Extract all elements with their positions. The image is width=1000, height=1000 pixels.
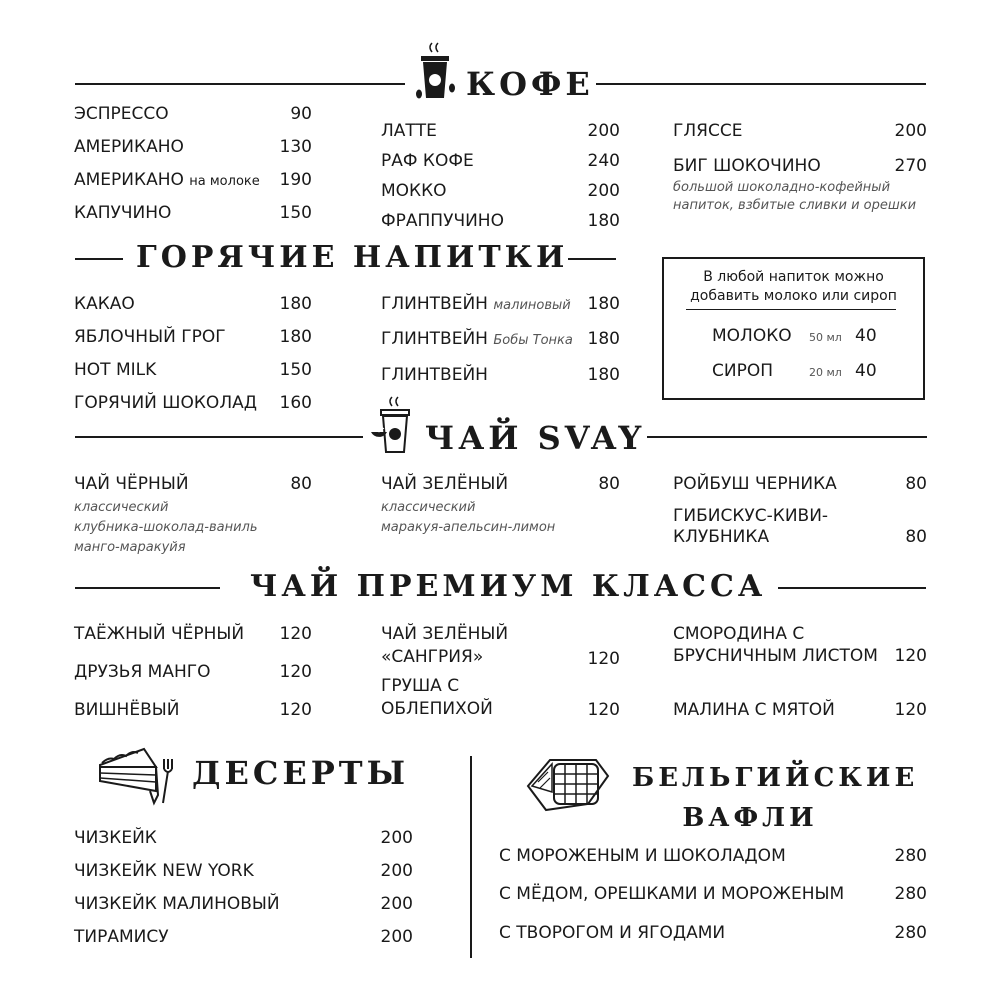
menu-item-name: ГЛИНТВЕЙН малиновый [381, 294, 571, 314]
menu-item-name: ДРУЗЬЯ МАНГО [74, 662, 211, 682]
menu-item-price: 80 [905, 527, 927, 547]
menu-item-name: ФРАППУЧИНО [381, 211, 504, 231]
menu-item-name: ГЛЯССЕ [673, 121, 743, 141]
menu-item-name: С МОРОЖЕНЫМ И ШОКОЛАДОМ [499, 846, 786, 866]
menu-item-price: 180 [279, 294, 312, 314]
menu-item-name: БРУСНИЧНЫМ ЛИСТОМ [673, 646, 878, 666]
menu-item-price: 200 [894, 121, 927, 141]
menu-item-price: 180 [279, 327, 312, 347]
menu-item-price: 200 [380, 828, 413, 848]
menu-item-name: КАПУЧИНО [74, 203, 172, 223]
coffee-title: КОФЕ [466, 65, 594, 103]
menu-item-price: 130 [279, 137, 312, 157]
menu-item-price: 180 [587, 211, 620, 231]
menu-item-name: АМЕРИКАНО [74, 137, 184, 157]
addon-item-price: 40 [855, 326, 877, 346]
menu-item-name: БИГ ШОКОЧИНО [673, 156, 821, 176]
menu-item-description: манго-маракуйя [74, 540, 186, 555]
addon-note [664, 268, 923, 306]
menu-item-name: КЛУБНИКА [673, 527, 770, 547]
menu-item-price: 150 [279, 203, 312, 223]
menu-item-price: 200 [587, 181, 620, 201]
menu-item-price: 120 [279, 662, 312, 682]
tea-cup-icon [368, 396, 414, 456]
coffee-rule-left [75, 83, 405, 85]
menu-item-name: ОБЛЕПИХОЙ [381, 699, 493, 719]
menu-item-price: 120 [279, 700, 312, 720]
menu-item-name: С МЁДОМ, ОРЕШКАМИ И МОРОЖЕНЫМ [499, 884, 845, 904]
menu-item-name: ТАЁЖНЫЙ ЧЁРНЫЙ [74, 624, 245, 644]
menu-item-name: ГРУША С [381, 676, 460, 696]
menu-item-name: МОККО [381, 181, 447, 201]
coffee-cup-icon [414, 42, 458, 102]
hot-rule-left [75, 258, 123, 260]
waffles-title [632, 758, 919, 839]
menu-item-price: 80 [905, 474, 927, 494]
menu-item-note: малиновый [493, 298, 571, 313]
menu-item-name: ЭСПРЕССО [74, 104, 169, 124]
menu-item-name: ГОРЯЧИЙ ШОКОЛАД [74, 393, 258, 413]
addon-note-line: добавить молоко или сироп [690, 287, 897, 304]
tea-title: ЧАЙ SVAY [425, 419, 646, 457]
addon-divider [686, 309, 896, 310]
menu-item-name: ЧАЙ ЗЕЛЁНЫЙ [381, 474, 509, 494]
menu-item-name: МАЛИНА С МЯТОЙ [673, 700, 835, 720]
menu-item-price: 180 [587, 294, 620, 314]
menu-item-description: клубника-шоколад-ваниль [74, 520, 258, 535]
menu-item-name: РОЙБУШ ЧЕРНИКА [673, 474, 837, 494]
menu-item-description: напиток, взбитые сливки и орешки [673, 198, 917, 213]
premium-rule-left [75, 587, 220, 589]
waffles-title-line: ВАФЛИ [682, 803, 818, 834]
menu-item-description: классический [74, 500, 169, 515]
menu-item-description: маракуя-апельсин-лимон [381, 520, 556, 535]
cake-slice-icon [96, 745, 178, 807]
menu-item-name: ЯБЛОЧНЫЙ ГРОГ [74, 327, 226, 347]
premium-rule-right [778, 587, 926, 589]
menu-item-price: 120 [587, 700, 620, 720]
menu-item-price: 240 [587, 151, 620, 171]
hot-rule-right [568, 258, 616, 260]
coffee-rule-right [596, 83, 926, 85]
menu-item-price: 200 [380, 894, 413, 914]
addon-item-price: 40 [855, 361, 877, 381]
menu-item-name: HOT MILK [74, 360, 157, 380]
menu-item-name: ЧАЙ ЗЕЛЁНЫЙ [381, 624, 509, 644]
menu-item-name: ЧИЗКЕЙК [74, 828, 157, 848]
addon-item-name: МОЛОКО [712, 326, 792, 346]
menu-item-name: ВИШНЁВЫЙ [74, 700, 180, 720]
menu-item-name: ТИРАМИСУ [74, 927, 169, 947]
menu-item-name: С ТВОРОГОМ И ЯГОДАМИ [499, 923, 726, 943]
menu-item-price: 270 [894, 156, 927, 176]
menu-item-name: СМОРОДИНА С [673, 624, 805, 644]
menu-item-price: 90 [290, 104, 312, 124]
menu-item-price: 120 [894, 646, 927, 666]
menu-item-price: 80 [290, 474, 312, 494]
menu-item-price: 120 [587, 649, 620, 669]
menu-item-description: большой шоколадно-кофейный [673, 180, 891, 195]
menu-item-price: 120 [279, 624, 312, 644]
menu-item-description: классический [381, 500, 476, 515]
menu-item-name: ГЛИНТВЕЙН Бобы Тонка [381, 329, 573, 349]
menu-item-name: ГИБИСКУС-КИВИ- [673, 506, 829, 526]
menu-item-name: ЧАЙ ЧЁРНЫЙ [74, 474, 189, 494]
menu-item-price: 280 [894, 846, 927, 866]
menu-item-name: КАКАО [74, 294, 135, 314]
menu-item-price: 180 [587, 365, 620, 385]
waffles-title-line: БЕЛЬГИЙСКИЕ [632, 763, 919, 793]
menu-item-name: ЛАТТЕ [381, 121, 437, 141]
menu-item-name: РАФ КОФЕ [381, 151, 474, 171]
addon-item-name: СИРОП [712, 361, 774, 381]
tea-rule-left [75, 436, 363, 438]
menu-item-name: ЧИЗКЕЙК МАЛИНОВЫЙ [74, 894, 280, 914]
menu-item-price: 280 [894, 884, 927, 904]
desserts-title: ДЕСЕРТЫ [192, 754, 410, 792]
menu-item-note: Бобы Тонка [493, 333, 573, 348]
hot-drinks-title: ГОРЯЧИЕ НАПИТКИ [136, 240, 569, 275]
menu-item-price: 190 [279, 170, 312, 190]
menu-item-price: 280 [894, 923, 927, 943]
menu-item-name: АМЕРИКАНО на молоке [74, 170, 260, 190]
menu-item-price: 200 [380, 861, 413, 881]
menu-item-price: 120 [894, 700, 927, 720]
addon-item-volume: 20 мл [809, 366, 842, 379]
premium-title: ЧАЙ ПРЕМИУМ КЛАССА [250, 569, 767, 604]
waffle-icon [526, 752, 610, 816]
addon-note-line: В любой напиток можно [703, 269, 884, 285]
menu-item-price: 180 [587, 329, 620, 349]
menu-item-note: на молоке [189, 174, 260, 189]
menu-item-name: ЧИЗКЕЙК NEW YORK [74, 861, 254, 881]
menu-item-price: 80 [598, 474, 620, 494]
column-divider [470, 756, 472, 958]
tea-rule-right [647, 436, 927, 438]
addon-item-volume: 50 мл [809, 331, 842, 344]
menu-item-price: 150 [279, 360, 312, 380]
menu-item-name: ГЛИНТВЕЙН [381, 365, 488, 385]
menu-item-price: 200 [587, 121, 620, 141]
menu-item-name: «САНГРИЯ» [381, 647, 484, 667]
menu-item-price: 160 [279, 393, 312, 413]
menu-item-price: 200 [380, 927, 413, 947]
